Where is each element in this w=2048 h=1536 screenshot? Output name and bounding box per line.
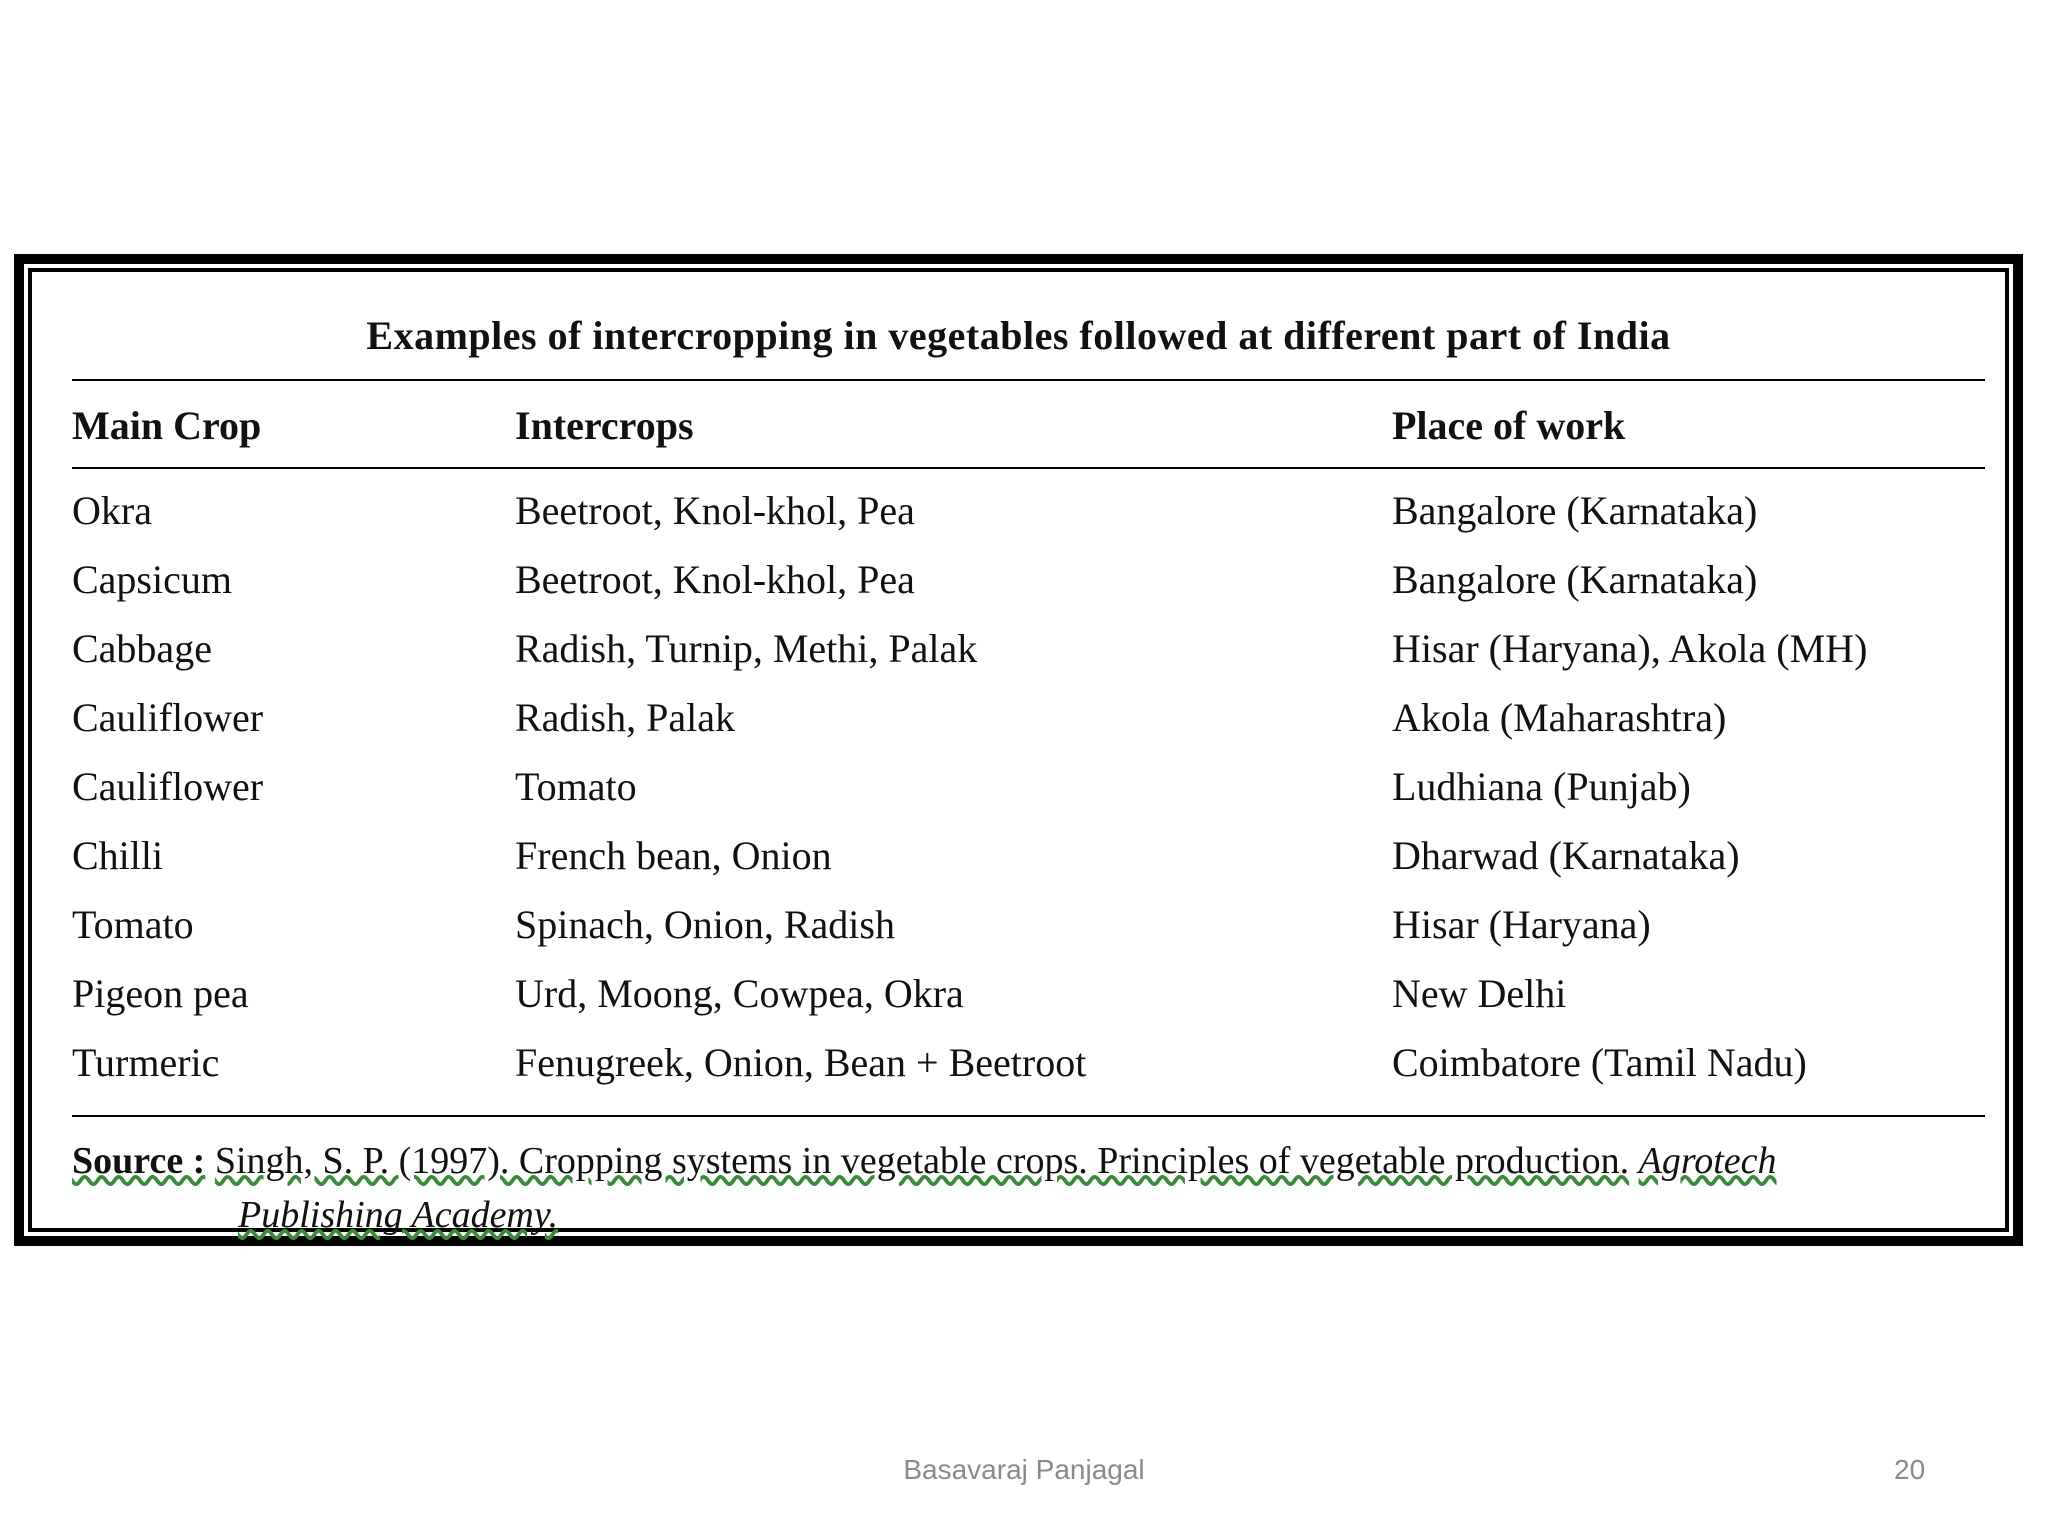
table-row [32,1039,2005,1108]
table-row [32,970,2005,1039]
cell-place-of-work: Hisar (Haryana) [1392,902,1651,947]
cell-main-crop: Cauliflower [72,764,264,809]
cell-place-of-work: Ludhiana (Punjab) [1392,764,1691,809]
cell-intercrops: Beetroot, Knol-khol, Pea [515,488,915,533]
table-row [32,901,2005,970]
source-label: Source : [72,1140,206,1182]
cell-place-of-work: Coimbatore (Tamil Nadu) [1392,1040,1807,1085]
source-citation [72,1134,1985,1242]
table-rule-bottom [72,1115,1985,1117]
cell-place-of-work: Hisar (Haryana), Akola (MH) [1392,626,1868,671]
table-frame [14,254,2023,1246]
cell-place-of-work: Bangalore (Karnataka) [1392,557,1758,602]
footer-author: Basavaraj Panjagal [903,1454,1145,1485]
cell-intercrops: French bean, Onion [515,833,832,878]
table-row [32,487,2005,556]
table-caption: Examples of intercropping in vegetables followed at different part of India [366,313,1671,358]
table-header-row [32,402,2005,462]
cell-main-crop: Cauliflower [72,695,264,740]
table-row [32,556,2005,625]
cell-intercrops: Tomato [515,764,637,809]
source-publisher-part-2: Publishing Academy. [238,1194,559,1236]
slide-number: 20 [1894,1454,1926,1485]
table-row [32,625,2005,694]
cell-place-of-work: Akola (Maharashtra) [1392,695,1727,740]
cell-intercrops: Radish, Palak [515,695,735,740]
source-text: Singh, S. P. (1997). Cropping systems in vegetable crops. Principles of vegetable production. [214,1140,1630,1182]
table-row [32,694,2005,763]
cell-main-crop: Tomato [72,902,194,947]
column-header-place-of-work: Place of work [1392,403,1626,448]
source-publisher-part-1: Agrotech [1638,1140,1777,1182]
table-body [32,487,2005,1108]
source-line-1 [72,1134,1985,1188]
cell-intercrops: Beetroot, Knol-khol, Pea [515,557,915,602]
column-header-intercrops: Intercrops [515,403,694,448]
cell-main-crop: Turmeric [72,1040,220,1085]
table-frame-inner [28,268,2009,1236]
table-row [32,763,2005,832]
cell-main-crop: Okra [72,488,152,533]
cell-place-of-work: Dharwad (Karnataka) [1392,833,1740,878]
cell-main-crop: Cabbage [72,626,212,671]
cell-main-crop: Chilli [72,833,164,878]
column-header-main-crop: Main Crop [72,403,262,448]
cell-intercrops: Radish, Turnip, Methi, Palak [515,626,978,671]
table-rule-top [72,379,1985,381]
cell-intercrops: Spinach, Onion, Radish [515,902,895,947]
cell-main-crop: Pigeon pea [72,971,249,1016]
cell-intercrops: Urd, Moong, Cowpea, Okra [515,971,964,1016]
cell-place-of-work: New Delhi [1392,971,1567,1016]
table-row [32,832,2005,901]
cell-main-crop: Capsicum [72,557,232,602]
cell-place-of-work: Bangalore (Karnataka) [1392,488,1758,533]
table-rule-header [72,467,1985,469]
cell-intercrops: Fenugreek, Onion, Bean + Beetroot [515,1040,1087,1085]
